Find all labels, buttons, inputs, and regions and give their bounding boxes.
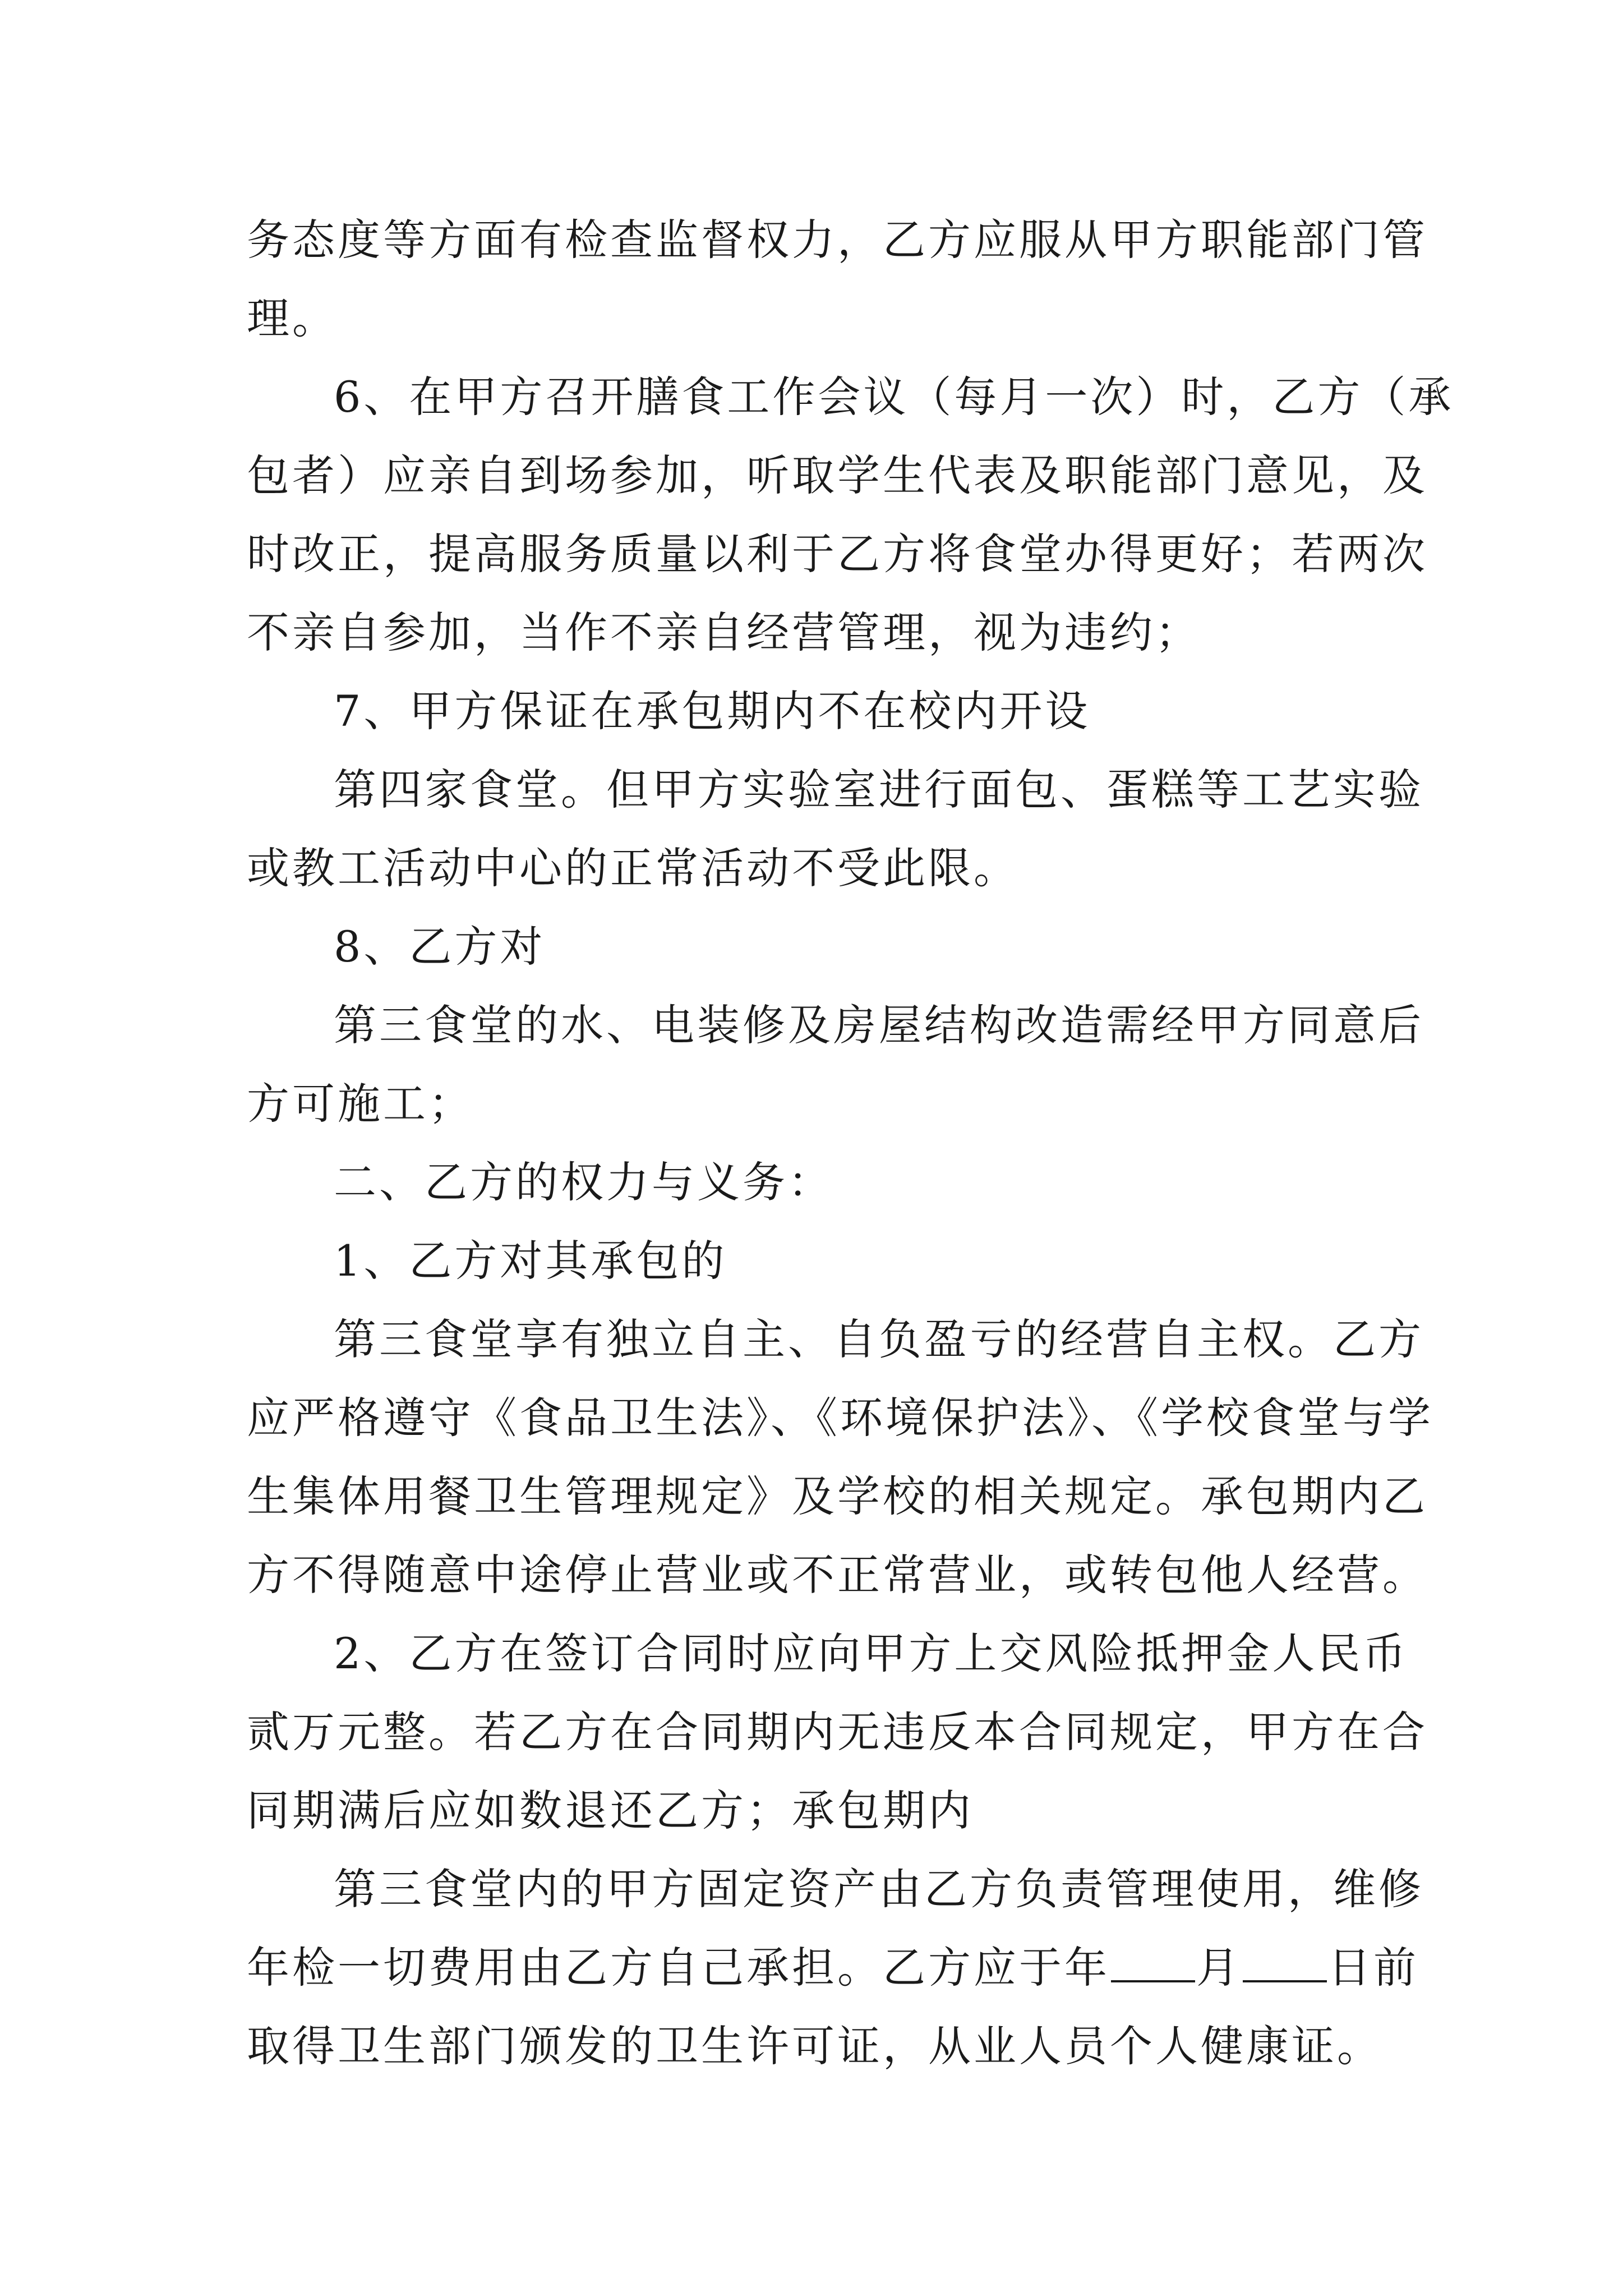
text-line: 或教工活动中心的正常活动不受此限。 [247,843,1019,893]
text-line: 6、在甲方召开膳食工作会议（每月一次）时，乙方（承 [334,372,1454,422]
text-line: 第四家食堂。但甲方实验室进行面包、蛋糕等工艺实验 [334,765,1424,815]
text-line: 7、甲方保证在承包期内不在校内开设 [334,686,1091,736]
blank-line-part1: 年检一切费用由乙方自己承担。乙方应于年 [247,1943,1110,1993]
text-line: 同期满后应如数退还乙方；承包期内 [247,1786,974,1835]
paragraph-lines [247,201,1454,1929]
document-body [247,201,1454,2086]
month-blank [1111,1978,1195,1982]
text-line: 第三食堂享有独立自主、自负盈亏的经营自主权。乙方 [334,1314,1424,1364]
blank-line-part3: 日前 [1328,1943,1419,1993]
text-line: 方可施工； [247,1079,474,1129]
blank-line-part2: 月 [1196,1943,1242,1993]
text-line: 时改正，提高服务质量以利于乙方将食堂办得更好；若两次 [247,529,1428,579]
text-line: 不亲自参加，当作不亲自经营管理，视为违约； [247,608,1201,657]
text-line: 二、乙方的权力与义务： [334,1157,833,1207]
text-line: 第三食堂的水、电装修及房屋结构改造需经甲方同意后 [334,1000,1424,1050]
text-line: 生集体用餐卫生管理规定》及学校的相关规定。承包期内乙 [247,1471,1428,1521]
text-line: 第三食堂内的甲方固定资产由乙方负责管理使用，维修 [334,1864,1424,1914]
day-blank [1243,1978,1327,1982]
text-line: 方不得随意中途停止营业或不正常营业，或转包他人经营。 [247,1550,1428,1600]
text-line: 2、乙方在签订合同时应向甲方上交风险抵押金人民币 [334,1628,1409,1678]
text-line-with-blanks [247,1929,1419,2007]
text-line: 贰万元整。若乙方在合同期内无违反本合同规定，甲方在合 [247,1707,1428,1757]
text-line-last: 取得卫生部门颁发的卫生许可证，从业人员个人健康证。 [247,2021,1382,2071]
text-line: 8、乙方对 [334,922,546,972]
text-line: 1、乙方对其承包的 [334,1236,727,1286]
text-line: 应严格遵守《食品卫生法》、《环境保护法》、《学校食堂与学 [247,1393,1433,1443]
text-line: 包者）应亲自到场参加，听取学生代表及职能部门意见，及 [247,450,1428,500]
text-line: 理。 [247,293,338,343]
text-line: 务态度等方面有检查监督权力，乙方应服从甲方职能部门管 [247,215,1428,265]
